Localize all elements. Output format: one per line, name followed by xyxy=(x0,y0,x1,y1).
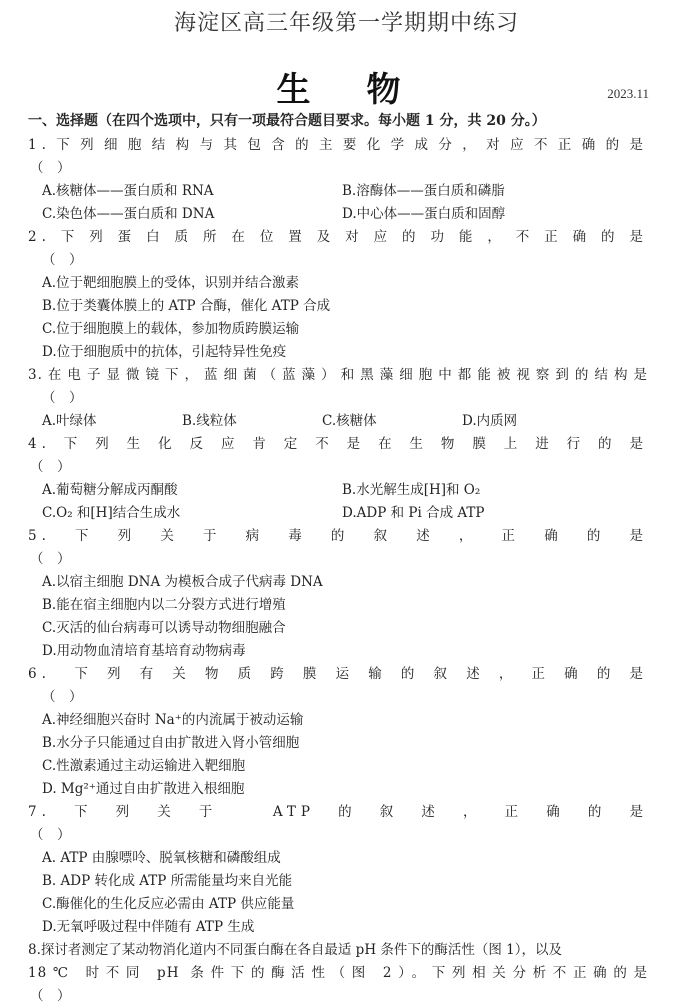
question-list xyxy=(28,134,648,1008)
question-stem: 7.下列关于 ATP的叙述，正确的是 xyxy=(28,804,648,820)
question-stem: 4.下列生化反应肯定不是在生物膜上进行的是 xyxy=(28,436,648,452)
answer-blank: （ ） xyxy=(30,459,71,475)
question-stem-line2: 18℃ 时不同 pH 条件下的酶活性（图 2）。下列相关分析不正确的是 xyxy=(28,965,648,981)
question-stem: 1.下列细胞结构与其包含的主要化学成分，对应不正确的是 xyxy=(28,137,648,153)
answer-blank: （ ） xyxy=(42,390,83,406)
option-c: C.O₂ 和[H]结合生成水 xyxy=(42,505,181,521)
option-c: C.位于细胞膜上的载体，参加物质跨膜运输 xyxy=(42,321,300,337)
question-3 xyxy=(28,364,648,433)
option-b: B.溶酶体——蛋白质和磷脂 xyxy=(342,183,505,199)
answer-blank: （ ） xyxy=(30,988,71,1004)
exam-title: 海淀区高三年级第一学期期中练习 xyxy=(173,11,519,36)
option-d: D.内质网 xyxy=(462,413,518,429)
section-heading: 一、选择题（在四个选项中，只有一项最符合题目要求。每小题 1 分，共 20 分。） xyxy=(28,113,546,129)
option-c: C.灭活的仙台病毒可以诱导动物细胞融合 xyxy=(42,620,286,636)
option-b: B.水光解生成[H]和 O₂ xyxy=(342,482,481,498)
question-8 xyxy=(28,939,648,1008)
question-stem: 2.下列蛋白质所在位置及对应的功能，不正确的是 xyxy=(28,229,648,245)
question-7 xyxy=(28,801,648,939)
exam-date: 2023.11 xyxy=(607,86,649,101)
option-c: C.核糖体 xyxy=(322,413,377,429)
option-b: B.线粒体 xyxy=(182,413,237,429)
option-row xyxy=(28,502,648,525)
answer-blank: （ ） xyxy=(30,160,71,176)
option-row xyxy=(28,479,648,502)
option-a: A.葡萄糖分解成丙酮酸 xyxy=(42,482,178,498)
answer-blank: （ ） xyxy=(42,689,83,705)
question-4 xyxy=(28,433,648,525)
option-row xyxy=(28,203,648,226)
option-d: D.用动物血清培育基培育动物病毒 xyxy=(42,643,246,659)
option-d: D.ADP 和 Pi 合成 ATP xyxy=(342,505,485,521)
option-b: B. ADP 转化成 ATP 所需能量均来自光能 xyxy=(42,873,293,889)
option-b: B.能在宿主细胞内以二分裂方式进行增殖 xyxy=(42,597,286,613)
option-c: C.性激素通过主动运输进入靶细胞 xyxy=(42,758,246,774)
question-stem: 3.在电子显微镜下，蓝细菌（蓝藻）和黑藻细胞中都能被视察到的结构是 xyxy=(28,367,648,383)
question-stem: 6. 下列有关物质跨膜运输的叙述，正确的是 xyxy=(28,666,648,682)
subject-title: 生物 xyxy=(276,70,457,110)
option-d: D.无氧呼吸过程中伴随有 ATP 生成 xyxy=(42,919,255,935)
answer-blank: （ ） xyxy=(30,827,71,843)
answer-blank: （ ） xyxy=(30,551,71,567)
question-2 xyxy=(28,226,648,364)
option-d: D.中心体——蛋白质和固醇 xyxy=(342,206,506,222)
option-c: C.酶催化的生化反应必需由 ATP 供应能量 xyxy=(42,896,295,912)
question-1 xyxy=(28,134,648,226)
option-d: D.位于细胞质中的抗体，引起特异性免疫 xyxy=(42,344,287,360)
option-b: B.水分子只能通过自由扩散进入肾小管细胞 xyxy=(42,735,300,751)
question-6 xyxy=(28,663,648,801)
option-b: B.位于类囊体膜上的 ATP 合酶，催化 ATP 合成 xyxy=(42,298,331,314)
question-5 xyxy=(28,525,648,663)
option-a: A. ATP 由腺嘌呤、脱氧核糖和磷酸组成 xyxy=(42,850,281,866)
option-a: A.以宿主细胞 DNA 为模板合成子代病毒 DNA xyxy=(42,574,323,590)
option-a: A.位于靶细胞膜上的受体，识别并结合激素 xyxy=(42,275,300,291)
question-stem-line1: 8.探讨者测定了某动物消化道内不同蛋白酶在各自最适 pH 条件下的酶活性（图 1），以及 xyxy=(28,942,563,958)
option-d: D. Mg²⁺通过自由扩散进入根细胞 xyxy=(42,781,245,797)
option-a: A.核糖体——蛋白质和 RNA xyxy=(42,183,214,199)
option-row xyxy=(28,410,648,433)
option-row xyxy=(28,180,648,203)
question-stem: 5.下列关于病毒的叙述，正确的是 xyxy=(28,528,648,544)
option-a: A.叶绿体 xyxy=(42,413,97,429)
answer-blank: （ ） xyxy=(42,252,83,268)
option-a: A.神经细胞兴奋时 Na⁺的内流属于被动运输 xyxy=(42,712,304,728)
option-c: C.染色体——蛋白质和 DNA xyxy=(42,206,215,222)
